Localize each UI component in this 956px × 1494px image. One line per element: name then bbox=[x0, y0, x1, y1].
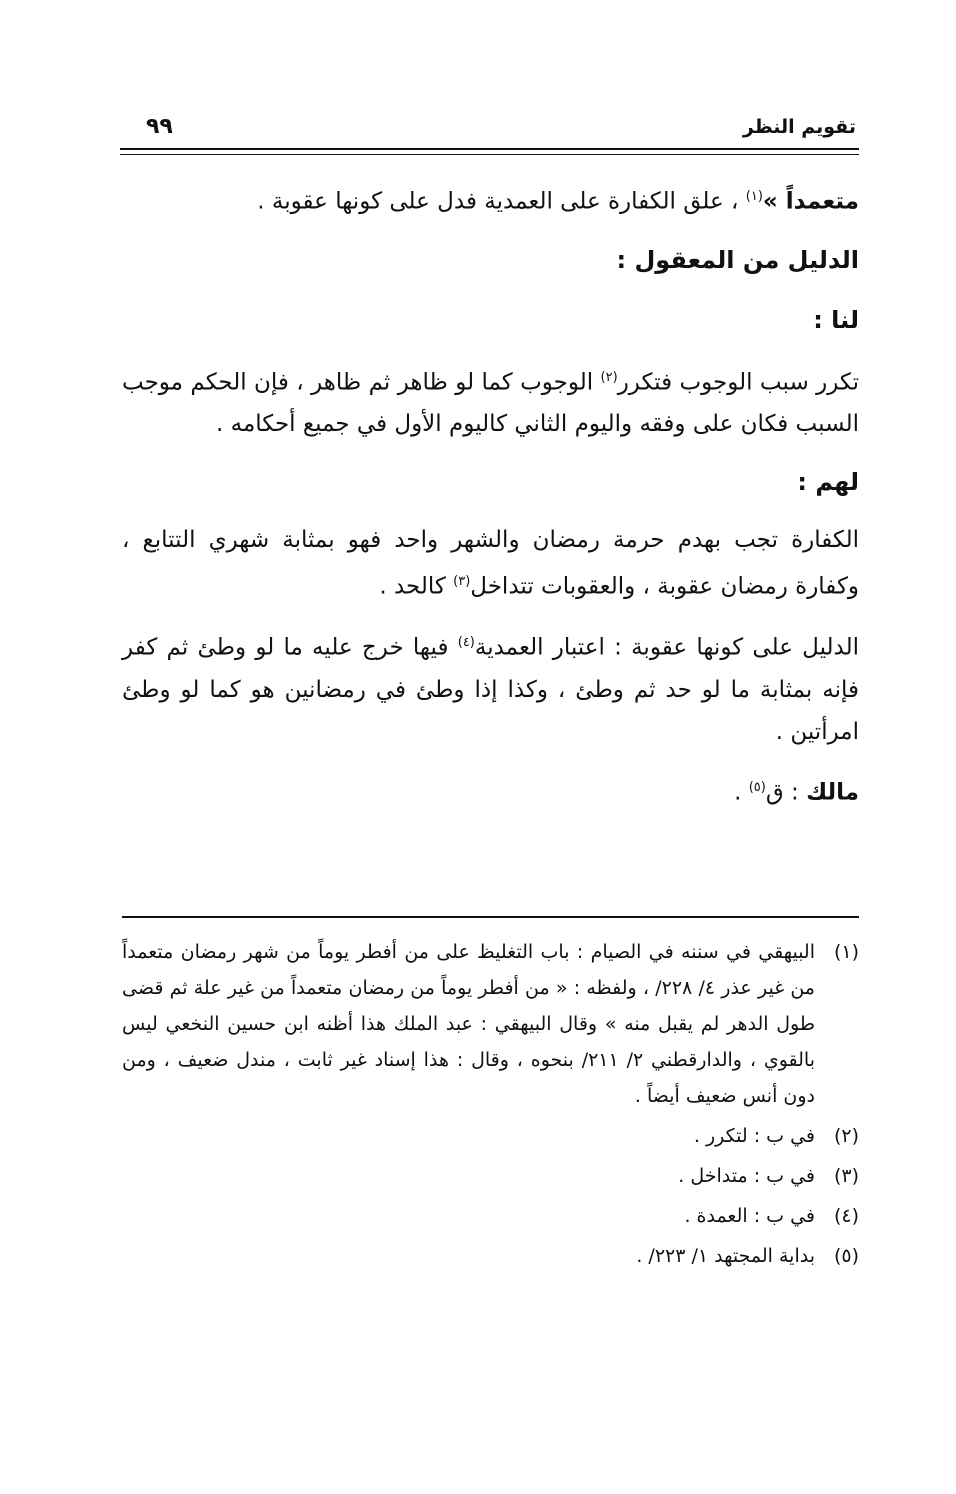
paragraph-1-bold: متعمداً » bbox=[762, 188, 859, 215]
paragraph-2-text-a: تكرر سبب الوجوب فتكرر bbox=[617, 369, 859, 396]
footnote-ref-2: (٢) bbox=[600, 369, 618, 385]
heading-rational-evidence: الدليل من المعقول : bbox=[616, 245, 859, 274]
malik-end: . bbox=[734, 779, 742, 806]
footnote-number: (٣) bbox=[833, 1165, 859, 1187]
running-header-title: تقويم النظر bbox=[742, 116, 856, 138]
paragraph-4-text-b: فيها خرج عليه ما لو وطئ ثم كفر فإنه بمثابة ما لو حد ثم وطئ ، وكذا إذا وطئ في رمضانين هو كما لو وطئ امرأتين . bbox=[122, 634, 859, 745]
footnote-item bbox=[122, 1158, 859, 1194]
footnote-item bbox=[122, 1118, 859, 1154]
footnote-text: في ب : العمدة . bbox=[684, 1205, 815, 1227]
footnote-ref-4: (٤) bbox=[457, 634, 475, 650]
malik-label: مالك bbox=[806, 779, 859, 806]
page-number: ٩٩ bbox=[146, 114, 173, 139]
footnote-number: (٥) bbox=[833, 1245, 859, 1267]
paragraph-3 bbox=[122, 519, 859, 608]
malik-text: : ق bbox=[765, 779, 799, 806]
footnote-text: البيهقي في سننه في الصيام : باب التغليظ على من أفطر يوماً من شهر رمضان متعمداً من غير عذر ٤/ ٢٢٨/ ، ولفظه : « من أفطر يوماً من رمضان متعمداً من غير علة ثم قضى طول الدهر لم يقبل منه » وقال البيهقي : عبد الملك هذا أظنه ابن حسين النخعي ليس بالقوي ، والدارقطني ٢/ ٢١١/ بنحوه ، وقال : هذا إسناد غير ثابت ، مندل ضعيف ، ومن دون أنس ضعيف أيضاً . bbox=[122, 941, 815, 1107]
footnote-number: (١) bbox=[833, 941, 859, 963]
footnote-ref-1: (١) bbox=[745, 189, 763, 204]
paragraph-4-text-a: الدليل على كونها عقوبة : اعتبار العمدية bbox=[474, 634, 860, 661]
footnote-item bbox=[122, 934, 859, 1114]
paragraph-malik bbox=[122, 767, 859, 814]
footnote-text: بداية المجتهد ١/ ٢٢٣/ . bbox=[636, 1245, 815, 1267]
footnote-item bbox=[122, 1238, 859, 1274]
paragraph-3-text-b: كالحد . bbox=[379, 573, 446, 600]
footnote-number: (٤) bbox=[833, 1205, 859, 1227]
paragraph-1-text: ، علق الكفارة على العمدية فدل على كونها عقوبة . bbox=[257, 188, 739, 215]
main-text bbox=[122, 176, 859, 827]
paragraph-4 bbox=[122, 622, 859, 753]
heading-lahum: لهم : bbox=[797, 468, 859, 497]
header-rule bbox=[120, 148, 859, 150]
footnote-text: في ب : لتكرر . bbox=[693, 1125, 815, 1147]
footnote-ref-5: (٥) bbox=[748, 779, 766, 795]
header-rule-thin bbox=[120, 154, 859, 155]
paragraph-2 bbox=[122, 357, 859, 446]
paragraph-1 bbox=[122, 176, 859, 223]
footnotes bbox=[122, 934, 859, 1278]
footnote-item bbox=[122, 1198, 859, 1234]
paragraph-3-text-a: الكفارة تجب بهدم حرمة رمضان والشهر واحد فهو بمثابة شهري التتابع ، وكفارة رمضان عقوبة ، والعقوبات تتداخل bbox=[122, 527, 859, 600]
heading-lana: لنا : bbox=[813, 305, 859, 334]
footnote-rule bbox=[122, 916, 859, 918]
paragraph-2-text-b: الوجوب كما لو ظاهر ثم ظاهر ، فإن الحكم موجب السبب فكان على وفقه واليوم الثاني كاليوم الأول في جميع أحكامه . bbox=[122, 369, 859, 438]
footnote-ref-3: (٣) bbox=[453, 574, 471, 590]
footnote-text: في ب : متداخل . bbox=[678, 1165, 815, 1187]
footnote-number: (٢) bbox=[833, 1125, 859, 1147]
